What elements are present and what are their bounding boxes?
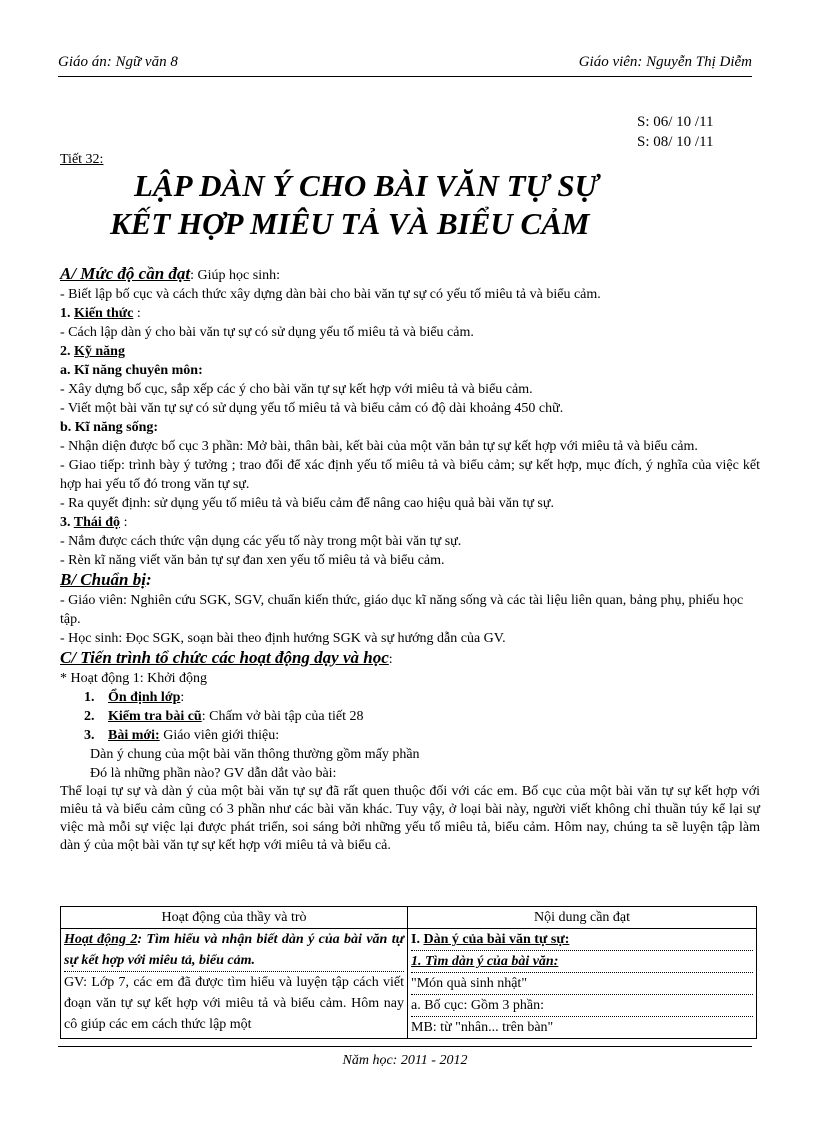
skills-a-item: - Xây dựng bố cục, sắp xếp các ý cho bài văn tự sự kết hợp với miêu tả và biểu cảm. — [60, 382, 533, 397]
step-item: 3. Bài mới: Giáo viên giới thiệu: — [84, 728, 280, 743]
header-subject: Giáo án: Ngữ văn 8 — [58, 54, 178, 70]
skills-b-heading: b. Kĩ năng sống: — [60, 420, 159, 435]
activity-text: GV: Lớp 7, các em đã được tìm hiểu và luyện tập cách viết đoạn văn tự sự kết hợp với miêu tả và biểu cảm. Hôm nay cô giúp các em cách thức lập một — [64, 975, 404, 1032]
page-footer: Năm học: 2011 - 2012 — [58, 1046, 752, 1069]
content-line: "Món quà sinh nhật" — [411, 973, 753, 995]
table-row — [61, 929, 757, 1039]
title-line-1: LẬP DÀN Ý CHO BÀI VĂN TỰ SỰ — [134, 168, 599, 203]
section-a-rest: : Giúp học sinh: — [190, 268, 280, 283]
knowledge-item: - Cách lập dàn ý cho bài văn tự sự có sử dụng yếu tố miêu tả và biểu cảm. — [60, 325, 474, 340]
table-col-header: Nội dung cần đạt — [408, 907, 757, 929]
page-header — [58, 50, 752, 77]
table-cell-content: I. Dàn ý của bài văn tự sự: 1. Tìm dàn ý của bài văn: "Món quà sinh nhật" a. Bố cục: Gồm 3 phần: MB: từ "nhân... trên bàn" — [408, 929, 757, 1039]
title-line-2: KẾT HỢP MIÊU TẢ VÀ BIỂU CẢM — [110, 206, 590, 241]
intro-line: Dàn ý chung của một bài văn thông thường gồm mấy phần — [90, 747, 420, 762]
section-c-heading: C/ Tiến trình tổ chức các hoạt động dạy và học: — [60, 648, 393, 667]
activity-table — [60, 906, 757, 1039]
table-header-row — [61, 907, 757, 929]
table-cell-activity: Hoạt động 2: Tìm hiểu và nhận biết dàn ý của bài văn tự sự kết hợp với miêu tả, biểu cảm. GV: Lớp 7, các em đã được tìm hiểu và luyện tập cách viết đoạn văn tự sự kết hợp với miêu tả và biểu cảm. Hôm nay cô giúp các em cách thức lập một — [61, 929, 408, 1039]
date-line: S: 08/ 10 /11 — [637, 134, 714, 150]
table-col-header: Hoạt động của thầy và trò — [61, 907, 408, 929]
content-line: MB: từ "nhân... trên bàn" — [411, 1020, 554, 1035]
prep-item: - Giáo viên: Nghiên cứu SGK, SGV, chuẩn kiến thức, giáo dục kĩ năng sống và các tài liệu liên quan, bảng phụ, phiếu học tập. — [60, 593, 744, 627]
knowledge-heading: 1. Kiến thức : — [60, 306, 141, 321]
document-body — [60, 264, 760, 855]
attitude-item: - Nắm được cách thức vận dụng các yếu tố này trong một bài văn tự sự. — [60, 534, 462, 549]
skills-b-item: - Nhận diện được bố cục 3 phần: Mở bài, thân bài, kết bài của một văn bản tự sự kết hợp với miêu tả và biểu cảm. — [60, 439, 698, 454]
attitude-item: - Rèn kĩ năng viết văn bản tự sự đan xen yếu tố miêu tả và biểu cảm. — [60, 553, 445, 568]
step-item: 1. Ổn định lớp: — [84, 690, 185, 705]
activity-1: * Hoạt động 1: Khởi động — [60, 671, 208, 686]
section-a-title: A/ Mức độ cần đạt — [60, 264, 191, 283]
section-a-intro: - Biết lập bố cục và cách thức xây dựng dàn bài cho bài văn tự sự có yếu tố miêu tả và biểu cảm. — [60, 287, 601, 302]
skills-b-item: - Giao tiếp: trình bày ý tưởng ; trao đổi để xác định yếu tố miêu tả và biểu cảm; sự kết hợp, mục đích, ý nghĩa của việc kết hợp hai yếu tố đó trong văn tự sự. — [60, 458, 760, 492]
skills-b-item: - Ra quyết định: sử dụng yếu tố miêu tả và biểu cảm để nâng cao hiệu quả bài văn tự sự. — [60, 496, 554, 511]
lesson-number: Tiết 32: — [60, 152, 104, 167]
section-b-heading: B/ Chuẩn bị: — [60, 570, 152, 589]
header-teacher: Giáo viên: Nguyễn Thị Diễm — [578, 54, 752, 70]
intro-paragraph: Thể loại tự sự và dàn ý của một bài văn tự sự đã rất quen thuộc đối với các em. Bố cục của một bài văn tự sự kết hợp với miêu tả và biểu cảm cũng có 3 phần như các bài văn khác. Tuy vậy, ở loại bài này, người viết không chỉ thuần túy kể lại sự việc mà mỗi sự việc lại được phát triển, soi sáng bởi những yếu tố miêu tả, biểu cảm. Hôm nay, chúng ta sẽ luyện tập làm dàn ý của một bài văn tự sự kết hợp với miêu tả và biểu cả. — [60, 784, 760, 853]
attitude-heading: 3. Thái độ : — [60, 515, 128, 530]
section-c-title: C/ Tiến trình tổ chức các hoạt động dạy và học — [60, 648, 389, 667]
skills-a-heading: a. Kĩ năng chuyên môn: — [60, 363, 203, 378]
lesson-dates — [637, 112, 714, 152]
content-line: a. Bố cục: Gồm 3 phần: — [411, 995, 753, 1017]
date-line: S: 06/ 10 /11 — [637, 114, 714, 130]
step-list — [84, 688, 760, 745]
section-b-title: B/ Chuẩn bị — [60, 570, 146, 589]
skills-a-item: - Viết một bài văn tự sự có sử dụng yếu tố miêu tả và biểu cảm có độ dài khoảng 450 chữ. — [60, 401, 564, 416]
step-item: 2. Kiểm tra bài cũ: Chấm vở bài tập của tiết 28 — [84, 709, 364, 724]
intro-line: Đó là những phần nào? GV dẫn dắt vào bài: — [90, 766, 337, 781]
section-a-heading — [60, 264, 760, 285]
skills-heading: 2. Kỹ năng — [60, 344, 125, 359]
prep-item: - Học sinh: Đọc SGK, soạn bài theo định hướng SGK và sự hướng dẫn của GV. — [60, 631, 506, 646]
